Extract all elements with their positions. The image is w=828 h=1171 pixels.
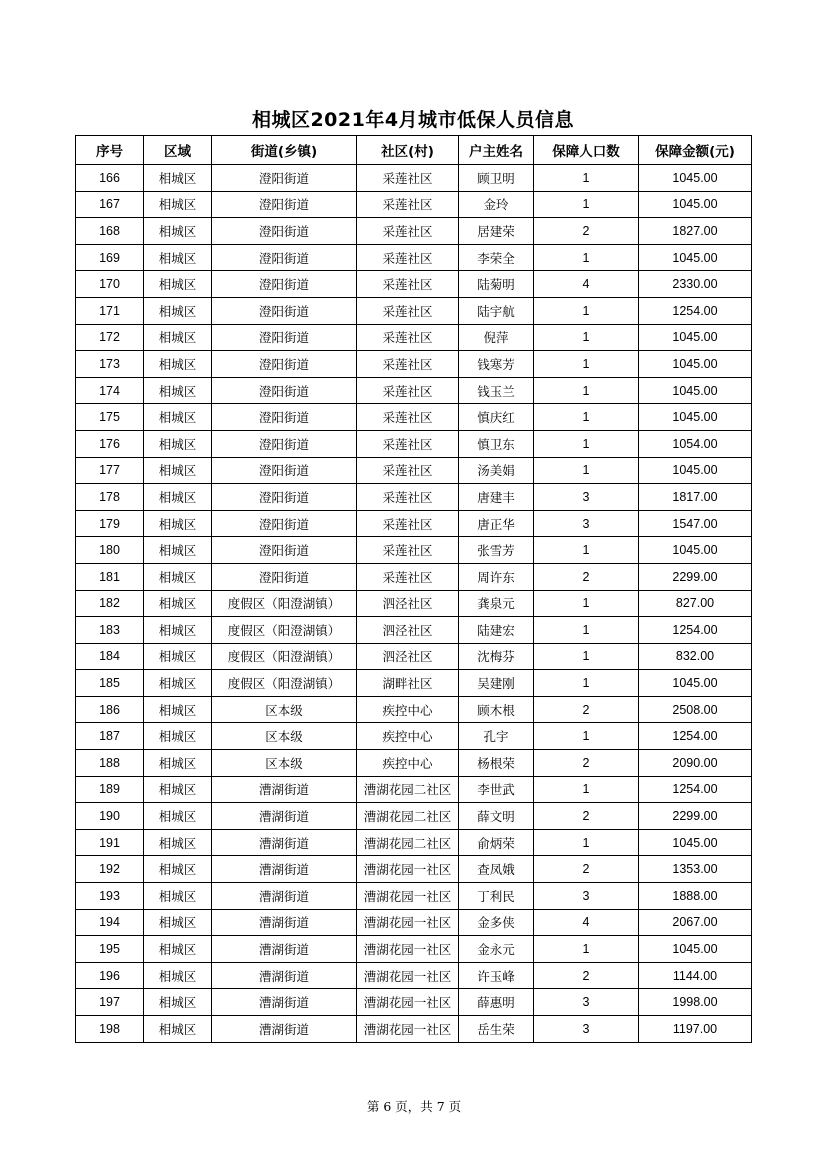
cell-householder: 陆宇航 xyxy=(459,297,534,324)
cell-district: 相城区 xyxy=(144,191,212,218)
cell-index: 195 xyxy=(76,936,144,963)
cell-index: 176 xyxy=(76,430,144,457)
cell-householder: 陆建宏 xyxy=(459,617,534,644)
cell-index: 172 xyxy=(76,324,144,351)
cell-street: 澄阳街道 xyxy=(212,484,357,511)
cell-street: 澄阳街道 xyxy=(212,430,357,457)
cell-community: 漕湖花园二社区 xyxy=(357,776,459,803)
cell-amount: 1045.00 xyxy=(639,537,752,564)
cell-district: 相城区 xyxy=(144,297,212,324)
cell-community: 采莲社区 xyxy=(357,537,459,564)
cell-index: 186 xyxy=(76,696,144,723)
cell-district: 相城区 xyxy=(144,563,212,590)
cell-householder: 俞炳荣 xyxy=(459,829,534,856)
cell-community: 采莲社区 xyxy=(357,218,459,245)
cell-district: 相城区 xyxy=(144,989,212,1016)
cell-index: 167 xyxy=(76,191,144,218)
cell-amount: 1254.00 xyxy=(639,297,752,324)
cell-community: 疾控中心 xyxy=(357,723,459,750)
cell-householder: 龚泉元 xyxy=(459,590,534,617)
cell-community: 疾控中心 xyxy=(357,750,459,777)
table-row xyxy=(76,829,752,856)
cell-amount: 832.00 xyxy=(639,643,752,670)
cell-district: 相城区 xyxy=(144,218,212,245)
cell-community: 漕湖花园一社区 xyxy=(357,936,459,963)
cell-persons: 1 xyxy=(534,457,639,484)
cell-district: 相城区 xyxy=(144,617,212,644)
cell-householder: 顾木根 xyxy=(459,696,534,723)
cell-district: 相城区 xyxy=(144,457,212,484)
table-row xyxy=(76,883,752,910)
table-row xyxy=(76,271,752,298)
cell-persons: 3 xyxy=(534,484,639,511)
cell-amount: 2508.00 xyxy=(639,696,752,723)
cell-householder: 慎庆红 xyxy=(459,404,534,431)
cell-persons: 2 xyxy=(534,803,639,830)
cell-persons: 1 xyxy=(534,723,639,750)
table-row xyxy=(76,457,752,484)
table-row xyxy=(76,191,752,218)
cell-community: 采莲社区 xyxy=(357,510,459,537)
cell-persons: 1 xyxy=(534,377,639,404)
cell-community: 采莲社区 xyxy=(357,430,459,457)
cell-householder: 唐正华 xyxy=(459,510,534,537)
cell-index: 181 xyxy=(76,563,144,590)
header-street: 街道(乡镇) xyxy=(212,136,357,165)
cell-index: 192 xyxy=(76,856,144,883)
cell-street: 漕湖街道 xyxy=(212,803,357,830)
cell-street: 区本级 xyxy=(212,696,357,723)
cell-index: 193 xyxy=(76,883,144,910)
cell-householder: 金永元 xyxy=(459,936,534,963)
cell-community: 采莲社区 xyxy=(357,563,459,590)
cell-index: 174 xyxy=(76,377,144,404)
cell-amount: 2330.00 xyxy=(639,271,752,298)
cell-street: 澄阳街道 xyxy=(212,165,357,192)
cell-street: 澄阳街道 xyxy=(212,244,357,271)
cell-index: 171 xyxy=(76,297,144,324)
cell-persons: 3 xyxy=(534,883,639,910)
cell-amount: 1045.00 xyxy=(639,829,752,856)
cell-index: 180 xyxy=(76,537,144,564)
cell-index: 166 xyxy=(76,165,144,192)
cell-persons: 1 xyxy=(534,776,639,803)
cell-street: 度假区（阳澄湖镇） xyxy=(212,643,357,670)
cell-persons: 1 xyxy=(534,829,639,856)
table-row xyxy=(76,696,752,723)
cell-district: 相城区 xyxy=(144,856,212,883)
cell-amount: 827.00 xyxy=(639,590,752,617)
table-row xyxy=(76,989,752,1016)
cell-persons: 1 xyxy=(534,324,639,351)
cell-index: 168 xyxy=(76,218,144,245)
cell-district: 相城区 xyxy=(144,776,212,803)
table-row xyxy=(76,244,752,271)
cell-district: 相城区 xyxy=(144,537,212,564)
document-title: 相城区2021年4月城市低保人员信息 xyxy=(251,109,575,131)
table-row xyxy=(76,563,752,590)
cell-index: 183 xyxy=(76,617,144,644)
cell-index: 194 xyxy=(76,909,144,936)
cell-persons: 1 xyxy=(534,590,639,617)
cell-amount: 1254.00 xyxy=(639,723,752,750)
cell-district: 相城区 xyxy=(144,750,212,777)
cell-community: 采莲社区 xyxy=(357,457,459,484)
cell-district: 相城区 xyxy=(144,271,212,298)
header-householder: 户主姓名 xyxy=(459,136,534,165)
cell-index: 170 xyxy=(76,271,144,298)
cell-householder: 金玲 xyxy=(459,191,534,218)
cell-amount: 1353.00 xyxy=(639,856,752,883)
cell-street: 漕湖街道 xyxy=(212,776,357,803)
cell-amount: 1197.00 xyxy=(639,1016,752,1043)
table-row xyxy=(76,617,752,644)
cell-street: 澄阳街道 xyxy=(212,271,357,298)
cell-index: 178 xyxy=(76,484,144,511)
cell-householder: 钱玉兰 xyxy=(459,377,534,404)
cell-householder: 孔宇 xyxy=(459,723,534,750)
cell-community: 采莲社区 xyxy=(357,297,459,324)
table-row xyxy=(76,324,752,351)
table-row xyxy=(76,909,752,936)
table-row xyxy=(76,297,752,324)
cell-community: 采莲社区 xyxy=(357,165,459,192)
cell-community: 漕湖花园一社区 xyxy=(357,1016,459,1043)
cell-persons: 1 xyxy=(534,617,639,644)
cell-householder: 吴建刚 xyxy=(459,670,534,697)
cell-community: 漕湖花园二社区 xyxy=(357,829,459,856)
cell-street: 澄阳街道 xyxy=(212,297,357,324)
cell-index: 187 xyxy=(76,723,144,750)
table-row xyxy=(76,643,752,670)
cell-persons: 2 xyxy=(534,856,639,883)
cell-street: 漕湖街道 xyxy=(212,856,357,883)
cell-district: 相城区 xyxy=(144,324,212,351)
cell-street: 澄阳街道 xyxy=(212,324,357,351)
cell-street: 度假区（阳澄湖镇） xyxy=(212,590,357,617)
cell-householder: 张雪芳 xyxy=(459,537,534,564)
cell-persons: 1 xyxy=(534,244,639,271)
table-body xyxy=(76,165,752,1043)
cell-street: 澄阳街道 xyxy=(212,404,357,431)
cell-persons: 1 xyxy=(534,537,639,564)
table-row xyxy=(76,962,752,989)
cell-community: 采莲社区 xyxy=(357,271,459,298)
cell-persons: 1 xyxy=(534,165,639,192)
cell-community: 湖畔社区 xyxy=(357,670,459,697)
cell-householder: 倪萍 xyxy=(459,324,534,351)
table-row xyxy=(76,351,752,378)
cell-index: 169 xyxy=(76,244,144,271)
cell-amount: 1045.00 xyxy=(639,165,752,192)
cell-community: 采莲社区 xyxy=(357,351,459,378)
cell-amount: 1045.00 xyxy=(639,670,752,697)
cell-householder: 钱寒芳 xyxy=(459,351,534,378)
cell-householder: 薛文明 xyxy=(459,803,534,830)
cell-street: 漕湖街道 xyxy=(212,989,357,1016)
cell-street: 度假区（阳澄湖镇） xyxy=(212,617,357,644)
cell-index: 198 xyxy=(76,1016,144,1043)
cell-community: 泗泾社区 xyxy=(357,590,459,617)
table-row xyxy=(76,856,752,883)
cell-amount: 1998.00 xyxy=(639,989,752,1016)
cell-community: 采莲社区 xyxy=(357,324,459,351)
cell-persons: 2 xyxy=(534,218,639,245)
table-header-row xyxy=(76,136,752,165)
cell-persons: 4 xyxy=(534,909,639,936)
cell-amount: 1254.00 xyxy=(639,617,752,644)
cell-community: 漕湖花园一社区 xyxy=(357,856,459,883)
table-row xyxy=(76,404,752,431)
table-row xyxy=(76,670,752,697)
cell-persons: 2 xyxy=(534,750,639,777)
beneficiary-table xyxy=(75,135,752,1043)
cell-district: 相城区 xyxy=(144,1016,212,1043)
cell-street: 区本级 xyxy=(212,750,357,777)
cell-district: 相城区 xyxy=(144,377,212,404)
cell-community: 漕湖花园一社区 xyxy=(357,883,459,910)
cell-street: 澄阳街道 xyxy=(212,218,357,245)
cell-index: 184 xyxy=(76,643,144,670)
cell-district: 相城区 xyxy=(144,430,212,457)
cell-community: 漕湖花园一社区 xyxy=(357,909,459,936)
cell-householder: 岳生荣 xyxy=(459,1016,534,1043)
cell-index: 189 xyxy=(76,776,144,803)
cell-persons: 1 xyxy=(534,191,639,218)
table-row xyxy=(76,537,752,564)
table-row xyxy=(76,218,752,245)
cell-amount: 1045.00 xyxy=(639,377,752,404)
cell-amount: 1817.00 xyxy=(639,484,752,511)
cell-amount: 1045.00 xyxy=(639,324,752,351)
cell-householder: 慎卫东 xyxy=(459,430,534,457)
cell-street: 漕湖街道 xyxy=(212,883,357,910)
cell-householder: 金多侠 xyxy=(459,909,534,936)
cell-amount: 1045.00 xyxy=(639,457,752,484)
cell-street: 区本级 xyxy=(212,723,357,750)
header-index: 序号 xyxy=(76,136,144,165)
table-row xyxy=(76,484,752,511)
cell-district: 相城区 xyxy=(144,351,212,378)
cell-amount: 2299.00 xyxy=(639,803,752,830)
cell-street: 澄阳街道 xyxy=(212,537,357,564)
cell-amount: 1045.00 xyxy=(639,936,752,963)
cell-street: 漕湖街道 xyxy=(212,1016,357,1043)
cell-district: 相城区 xyxy=(144,510,212,537)
cell-index: 173 xyxy=(76,351,144,378)
cell-persons: 1 xyxy=(534,936,639,963)
cell-amount: 1144.00 xyxy=(639,962,752,989)
cell-persons: 2 xyxy=(534,696,639,723)
cell-persons: 2 xyxy=(534,962,639,989)
cell-persons: 2 xyxy=(534,563,639,590)
cell-householder: 薛惠明 xyxy=(459,989,534,1016)
cell-community: 泗泾社区 xyxy=(357,617,459,644)
cell-index: 188 xyxy=(76,750,144,777)
cell-amount: 2090.00 xyxy=(639,750,752,777)
cell-index: 196 xyxy=(76,962,144,989)
cell-persons: 1 xyxy=(534,643,639,670)
cell-district: 相城区 xyxy=(144,165,212,192)
cell-index: 177 xyxy=(76,457,144,484)
cell-district: 相城区 xyxy=(144,829,212,856)
cell-street: 漕湖街道 xyxy=(212,936,357,963)
cell-persons: 1 xyxy=(534,670,639,697)
cell-householder: 唐建丰 xyxy=(459,484,534,511)
table-row xyxy=(76,936,752,963)
cell-amount: 1045.00 xyxy=(639,244,752,271)
cell-community: 采莲社区 xyxy=(357,191,459,218)
table-row xyxy=(76,1016,752,1043)
cell-householder: 陆菊明 xyxy=(459,271,534,298)
cell-amount: 1827.00 xyxy=(639,218,752,245)
cell-district: 相城区 xyxy=(144,723,212,750)
cell-street: 澄阳街道 xyxy=(212,191,357,218)
table-row xyxy=(76,776,752,803)
header-amount: 保障金额(元) xyxy=(639,136,752,165)
cell-district: 相城区 xyxy=(144,696,212,723)
cell-community: 泗泾社区 xyxy=(357,643,459,670)
cell-street: 度假区（阳澄湖镇） xyxy=(212,670,357,697)
cell-persons: 4 xyxy=(534,271,639,298)
cell-householder: 汤美娟 xyxy=(459,457,534,484)
cell-street: 澄阳街道 xyxy=(212,563,357,590)
cell-index: 191 xyxy=(76,829,144,856)
table-row xyxy=(76,377,752,404)
cell-householder: 李荣全 xyxy=(459,244,534,271)
table-row xyxy=(76,510,752,537)
cell-index: 182 xyxy=(76,590,144,617)
cell-persons: 3 xyxy=(534,1016,639,1043)
cell-amount: 1045.00 xyxy=(639,404,752,431)
cell-householder: 周许东 xyxy=(459,563,534,590)
cell-district: 相城区 xyxy=(144,244,212,271)
cell-amount: 1888.00 xyxy=(639,883,752,910)
cell-street: 漕湖街道 xyxy=(212,909,357,936)
cell-amount: 1054.00 xyxy=(639,430,752,457)
table-row xyxy=(76,723,752,750)
cell-amount: 1045.00 xyxy=(639,351,752,378)
cell-district: 相城区 xyxy=(144,909,212,936)
cell-index: 190 xyxy=(76,803,144,830)
cell-community: 采莲社区 xyxy=(357,244,459,271)
cell-householder: 许玉峰 xyxy=(459,962,534,989)
cell-community: 漕湖花园二社区 xyxy=(357,803,459,830)
cell-district: 相城区 xyxy=(144,404,212,431)
cell-street: 澄阳街道 xyxy=(212,377,357,404)
cell-index: 185 xyxy=(76,670,144,697)
cell-persons: 3 xyxy=(534,989,639,1016)
cell-street: 漕湖街道 xyxy=(212,962,357,989)
cell-community: 采莲社区 xyxy=(357,377,459,404)
table-row xyxy=(76,750,752,777)
cell-district: 相城区 xyxy=(144,590,212,617)
cell-street: 澄阳街道 xyxy=(212,510,357,537)
cell-district: 相城区 xyxy=(144,962,212,989)
cell-householder: 顾卫明 xyxy=(459,165,534,192)
table-row xyxy=(76,590,752,617)
cell-district: 相城区 xyxy=(144,803,212,830)
page-footer: 第 6 页，共 7 页 xyxy=(366,1099,462,1114)
cell-street: 漕湖街道 xyxy=(212,829,357,856)
cell-householder: 丁利民 xyxy=(459,883,534,910)
table-row xyxy=(76,803,752,830)
cell-district: 相城区 xyxy=(144,670,212,697)
cell-community: 漕湖花园一社区 xyxy=(357,989,459,1016)
cell-persons: 3 xyxy=(534,510,639,537)
cell-district: 相城区 xyxy=(144,883,212,910)
cell-householder: 居建荣 xyxy=(459,218,534,245)
cell-persons: 1 xyxy=(534,351,639,378)
cell-householder: 查凤娥 xyxy=(459,856,534,883)
cell-persons: 1 xyxy=(534,297,639,324)
table-row xyxy=(76,165,752,192)
header-community: 社区(村) xyxy=(357,136,459,165)
cell-street: 澄阳街道 xyxy=(212,457,357,484)
cell-district: 相城区 xyxy=(144,484,212,511)
cell-community: 疾控中心 xyxy=(357,696,459,723)
cell-street: 澄阳街道 xyxy=(212,351,357,378)
cell-amount: 1547.00 xyxy=(639,510,752,537)
cell-community: 采莲社区 xyxy=(357,404,459,431)
cell-district: 相城区 xyxy=(144,936,212,963)
cell-householder: 杨根荣 xyxy=(459,750,534,777)
cell-amount: 1254.00 xyxy=(639,776,752,803)
cell-persons: 1 xyxy=(534,430,639,457)
table-row xyxy=(76,430,752,457)
cell-index: 197 xyxy=(76,989,144,1016)
cell-community: 漕湖花园一社区 xyxy=(357,962,459,989)
cell-district: 相城区 xyxy=(144,643,212,670)
cell-index: 179 xyxy=(76,510,144,537)
header-persons: 保障人口数 xyxy=(534,136,639,165)
cell-amount: 1045.00 xyxy=(639,191,752,218)
cell-persons: 1 xyxy=(534,404,639,431)
header-district: 区域 xyxy=(144,136,212,165)
cell-index: 175 xyxy=(76,404,144,431)
cell-householder: 沈梅芬 xyxy=(459,643,534,670)
cell-householder: 李世武 xyxy=(459,776,534,803)
cell-amount: 2067.00 xyxy=(639,909,752,936)
cell-community: 采莲社区 xyxy=(357,484,459,511)
cell-amount: 2299.00 xyxy=(639,563,752,590)
